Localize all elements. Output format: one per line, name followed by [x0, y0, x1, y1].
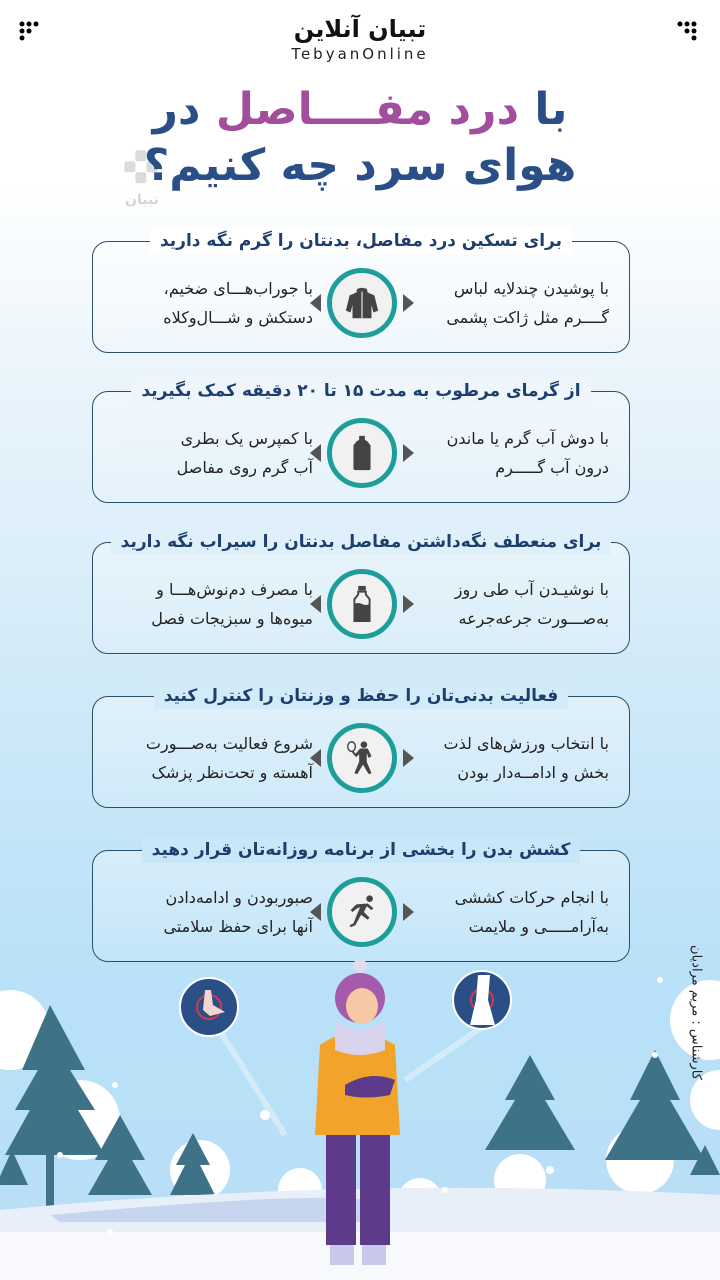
- card-heading: برای تسکین درد مفاصل، بدنتان را گرم نگه دارید: [150, 228, 572, 254]
- jacket-icon: [327, 268, 397, 338]
- tip-card-keep-warm: [92, 231, 630, 353]
- tennis-player-icon: [327, 723, 397, 793]
- tip-card-moist-heat: [92, 381, 630, 503]
- water-bottle-icon: [327, 569, 397, 639]
- card-right-text: با نوشیـدن آب طی روز به‌صـــورت جرعه‌جرعه: [454, 580, 609, 628]
- logo-persian: تبیان آنلاین: [293, 15, 427, 43]
- arrow-right-icon: [403, 903, 414, 921]
- tip-card-stretching: [92, 840, 630, 962]
- tip-card-hydration: [92, 532, 630, 654]
- title-line-1: [0, 82, 720, 138]
- card-heading: فعالیت بدنی‌تان را حفظ و وزنتان را کنترل کنید: [154, 683, 569, 709]
- title-prefix: با: [534, 84, 568, 135]
- card-heading: کشش بدن را بخشی از برنامه روزانه‌تان قرار دهید: [142, 837, 581, 863]
- card-right-text: با انتخاب ورزش‌های لذت بخش و ادامــه‌دار بودن: [443, 734, 609, 782]
- winter-scene-illustration: [0, 960, 720, 1280]
- hot-water-bottle-icon: [327, 418, 397, 488]
- card-left-text: شروع فعالیت به‌صـــورت آهسته و تحت‌نظر پزشک: [145, 734, 313, 782]
- title-accent: درد مفــــاصل: [215, 84, 520, 135]
- card-right-text: با دوش آب گرم یا ماندن درون آب گـــــرم: [446, 429, 609, 477]
- arrow-right-icon: [403, 595, 414, 613]
- logo-english: TebyanOnline: [291, 45, 429, 63]
- card-right-text: با انجام حرکات کششی به‌آرامـــــی و ملایمت: [454, 888, 609, 936]
- card-left-text: با کمپرس یک بطری آب گرم روی مفاصل: [176, 429, 313, 477]
- tip-card-activity: [92, 686, 630, 808]
- runner-icon: [327, 877, 397, 947]
- card-heading: از گرمای مرطوب به مدت ۱۵ تا ۲۰ دقیقه کمک بگیرید: [131, 378, 590, 404]
- card-left-text: با جوراب‌هـــای ضخیم، دستکش و شـــال‌وکلاه: [163, 279, 313, 327]
- watermark-text: تبیان: [125, 192, 159, 208]
- card-left-text: با مصرف دم‌نوش‌هـــا و میوه‌ها و سبزیجات فصل: [151, 580, 313, 628]
- title-line-2: هوای سرد چه کنیم؟: [143, 140, 577, 191]
- card-heading: برای منعطف نگه‌داشتن مفاصل بدنتان را سیراب نگه دارید: [111, 529, 612, 555]
- card-right-text: با پوشیدن چندلایه لباس گــــرم مثل ژاکت پشمی: [446, 279, 609, 327]
- page-title: [0, 82, 720, 194]
- arrow-right-icon: [403, 749, 414, 767]
- author-credit: کارشناس : مریم مرادیان: [688, 945, 704, 1080]
- title-suffix: در: [152, 84, 201, 135]
- brand-logo: [0, 14, 720, 64]
- arrow-right-icon: [403, 444, 414, 462]
- card-left-text: صبوربودن و ادامه‌دادن آنها برای حفظ سلامتی: [163, 888, 313, 936]
- arrow-right-icon: [403, 294, 414, 312]
